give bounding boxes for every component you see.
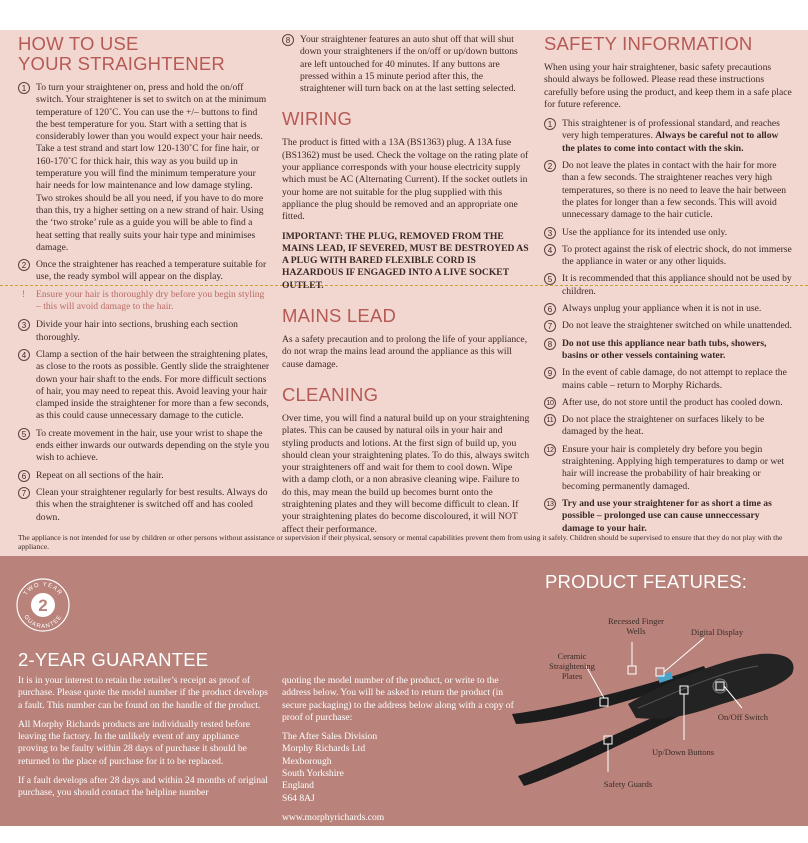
- safety-item-4: 4 To protect against the risk of electric shock, do not immerse the appliance in water or any other liquids.: [544, 244, 792, 269]
- how-step-3: 3 Divide your hair into sections, brushing each section thoroughly.: [18, 319, 270, 344]
- how-step-1: 1 To turn your straightener on, press and hold the on/off switch. Your straightener is set to switch on at the minimum temperature of 120˚C. You can use the +/– buttons to find the best temperature for you. Start with a setting that is considerably lower than you would expect your hair needs. Take a test strand and start low 120-130˚C for fine hair, or 160-170˚C for thick hair, this way as you build up in temperature you will find the minimum temperature your hair needs for low maintenance and low damage styling. Two strokes should be all you need, if you have to do more than this, try a higher setting on a new strand of hair. Using the ‘two stroke’ rule as a guide you will be able to find a heat setting that really suits your hair type and minimises damage.: [18, 82, 270, 254]
- guarantee-seal-icon: [16, 578, 70, 632]
- mains-lead-text: As a safety precaution and to prolong the life of your appliance, do not wrap the mains lead around the appliance as this will cause damage.: [282, 334, 528, 370]
- children-note: The appliance is not intended for use by children or other persons without assistance or supervision if their physical, sensory or mental capabilities prevent them from using it safely. Children should be supervised to ensure that they do not play with the appliance.: [18, 533, 783, 551]
- dry-hair-note: ! Ensure your hair is thoroughly dry before you begin styling – this will avoid damage to the hair.: [22, 288, 265, 313]
- cleaning-text: Over time, you will find a natural build up on your straightening plates. This can be caused by natural oils in your hair and styling products and lotions. At the first sign of build up, you should clean your straightening plates. To do this, always switch your straighteners off and wait for them to cool down. Wipe with a damp cloth, or a non abrasive cleaning wipe. Failure to do this, may mean the build up becomes burnt onto the straightening plates and they will become difficult to clean. If your straightening plates do become discoloured, it will NOT affect their performance.: [282, 412, 530, 535]
- how-step-2: 2 Once the straightener has reached a temperature suitable for use, the ready symbol will appear on the display.: [18, 259, 270, 284]
- safety-column: [544, 34, 792, 540]
- safety-item-7: 7 Do not leave the straightener switched on while unattended.: [544, 320, 792, 332]
- label-recessed-finger-wells: Recessed Finger Wells: [608, 616, 664, 636]
- wiring-text: The product is fitted with a 13A (BS1363) plug. A 13A fuse (BS1362) must be used. Check the voltage on the rating plate of your appliance corresponds with your house electricity supply which must be AC (Alternating Current). If the socket outlets in your home are not suitable for the plug supplied with this appliance the plug should be removed and an appropriate one fitted.: [282, 137, 529, 223]
- how-to-use-title: HOW TO USE YOUR STRAIGHTENER: [18, 33, 225, 74]
- safety-item-5: 5 It is recommended that this appliance should not be used by children.: [544, 273, 792, 298]
- safety-item-9: 9 In the event of cable damage, do not attempt to replace the mains cable – return to Morphy Richards.: [544, 367, 792, 392]
- warning-icon: !: [22, 288, 26, 300]
- safety-item-3: 3 Use the appliance for its intended use only.: [544, 227, 792, 239]
- plug-warning: IMPORTANT: THE PLUG, REMOVED FROM THE MAINS LEAD, IF SEVERED, MUST BE DESTROYED AS A PLUG WITH BARED FLEXIBLE CORD IS HAZARDOUS IF ENGAGED INTO A LIVE SOCKET OUTLET.: [282, 230, 529, 291]
- seal-bottom-text: GUARANTEE: [22, 614, 64, 631]
- how-step-8: 8 Your straightener features an auto shut off that will shut down your straighteners if the on/off or up/down buttons are left untouched for 40 minutes. If any buttons are pressed within a 15 minute period after this, the straightener will turn back on at the last setting selected.: [282, 34, 530, 95]
- guarantee-column-1: It is in your interest to retain the retailer’s receipt as proof of purchase. Please quote the model number if the product develops a fault. This number can be found on the handle of the product. All Morphy Richards products are individually tested before leaving the factory. In the unlikely event of any appliance proving to be faulty within 28 days of purchase it should be returned to the place of purchase for it to be replaced. If a fault develops after 28 days and within 24 months of original purchase, you should contact the helpline number: [18, 675, 268, 799]
- seal-top-text: TWO YEAR: [23, 581, 63, 597]
- label-ceramic-plates: Ceramic Straightening Plates: [549, 651, 595, 681]
- guarantee-title: 2-YEAR GUARANTEE: [18, 649, 209, 670]
- safety-item-10: 10 After use, do not store until the product has cooled down.: [544, 397, 792, 409]
- safety-item-12: 12 Ensure your hair is completely dry before you begin straightening. Applying high temperatures to damp or wet hair will increase the probability of hair breaking or becoming permanently damaged.: [544, 444, 792, 493]
- cleaning-title: CLEANING: [282, 383, 379, 405]
- safety-item-11: 11 Do not place the straightener on surfaces likely to be damaged by the heat.: [544, 414, 792, 439]
- safety-item-1: 1 This straightener is of professional standard, and reaches very high temperatures. Always be careful not to allow the plates to come into contact with the skin.: [544, 118, 792, 155]
- how-step-5: 5 To create movement in the hair, use your wrist to shape the ends either inwards our outwards depending on the style you wish to achieve.: [18, 428, 270, 465]
- label-on-off-switch: On/Off Switch: [717, 712, 769, 722]
- how-to-use-column: [18, 34, 270, 529]
- label-safety-guards: Safety Guards: [603, 779, 653, 789]
- safety-title: SAFETY INFORMATION: [544, 33, 753, 54]
- mains-lead-title: MAINS LEAD: [282, 305, 397, 327]
- product-features-title: PRODUCT FEATURES:: [545, 571, 748, 592]
- label-digital-display: Digital Display: [690, 627, 744, 637]
- safety-item-6: 6 Always unplug your appliance when it is not in use.: [544, 303, 792, 315]
- how-step-7: 7 Clean your straightener regularly for best results. Always do this when the straightener is switched off and has cooled down.: [18, 487, 270, 524]
- safety-item-13: 13 Try and use your straightener for as short a time as possible – prolonged use can cause unneccessary damage to your hair.: [544, 498, 792, 535]
- label-up-down-buttons: Up/Down Buttons: [651, 747, 715, 757]
- wiring-cleaning-column: [282, 34, 530, 543]
- how-step-4: 4 Clamp a section of the hair between the straightening plates, as close to the roots as possible. Gently slide the straightener down your hair shaft to the ends. For more difficult sections of hair, you may need to repeat this. Avoid leaving your hair clamped inside the straightener for more than a few seconds, as this could cause unnecessary damage to the cuticle.: [18, 349, 270, 423]
- wiring-title: WIRING: [282, 108, 353, 130]
- safety-item-8: 8 Do not use this appliance near bath tubs, showers, basins or other vessels containing water.: [544, 338, 792, 363]
- website-link[interactable]: www.morphyrichards.com: [282, 811, 385, 823]
- safety-list: [544, 118, 792, 535]
- how-step-6: 6 Repeat on all sections of the hair.: [18, 470, 270, 482]
- safety-intro: When using your hair straightener, basic safety precautions should always be followed. Please read these instructions carefully before using the product, and keep them in a safe place for future reference.: [544, 62, 792, 110]
- safety-item-2: 2 Do not leave the plates in contact with the hair for more than a few seconds. The straightener reaches very high temperatures, so there is no need to leave the hair between the plates for longer than a few seconds. This will avoid unnecessary damage to the hair cuticle.: [544, 160, 792, 221]
- service-address: The After Sales Division Morphy Richards Ltd Mexborough South Yorkshire England S64 8AJ: [282, 731, 378, 804]
- on-off-switch-icon: [713, 679, 727, 693]
- guarantee-column-2: quoting the model number of the product, or write to the address below. You will be asked to return the product (in secure packaging) to the address below along with a copy of proof of purchase: The After Sales Division Morphy Richards Ltd Mexborough South Yorkshire England S64 8AJ www.morphyrichards.com: [282, 675, 522, 831]
- seal-number: 2: [38, 596, 48, 615]
